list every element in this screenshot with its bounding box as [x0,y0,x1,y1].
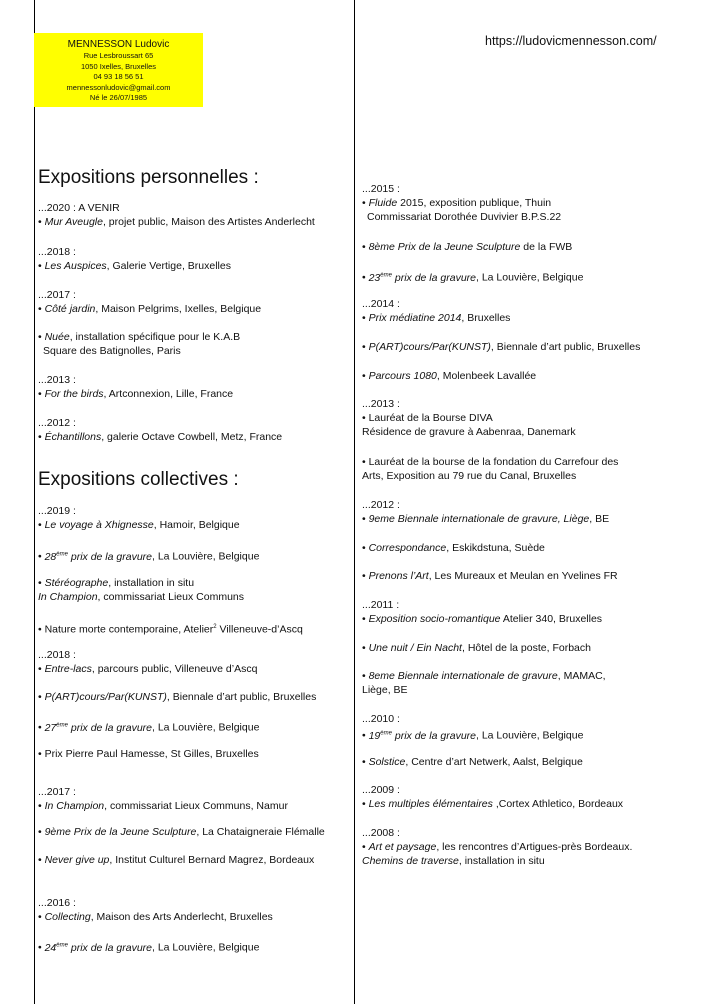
year-label: ...2013 : [38,374,76,386]
entry-group-c2017b [38,825,325,839]
entry-group-r2011c [362,669,606,697]
list-item-continued: Résidence de gravure à Aabenraa, Danemark [362,426,576,438]
left-margin-line [34,0,35,1004]
list-item: • 23ème prix de la gravure, La Louvière, Belgique [362,271,584,284]
list-item: • 8eme Biennale internationale de gravure, MAMAC, [362,670,606,682]
year-label: ...2011 : [362,599,400,611]
entry-group-c2018c [38,718,259,735]
entry-group-r2012c [362,569,618,583]
list-item: • 9ème Prix de la Jeune Sculpture, La Chataigneraie Flémalle [38,826,325,838]
contact-birthdate: Né le 26/07/1985 [89,93,148,102]
year-label: ...2015 : [362,183,400,195]
entry-group-r2015b [362,240,572,254]
list-item: • P(ART)cours/Par(KUNST), Biennale d’art public, Bruxelles [38,691,317,703]
list-item: • Parcours 1080, Molenbeek Lavallée [362,370,537,382]
list-item: • Les Auspices, Galerie Vertige, Bruxelles [38,260,231,272]
list-item: • Art et paysage, les rencontres d’Artigues-près Bordeaux. [362,841,633,853]
list-item: • Prenons l’Art, Les Mureaux et Meulan en Yvelines FR [362,570,618,582]
year-label: ...2017 : [38,786,76,798]
list-item: • In Champion, commissariat Lieux Communs, Namur [38,800,288,812]
entry-group-r2014c [362,369,536,383]
heading-personal-exhibitions: Expositions personnelles : [38,167,259,188]
list-item: • 9eme Biennale internationale de gravure, Liège, BE [362,513,610,525]
entry-group-2013 [38,373,233,401]
year-label: ...2012 : [38,417,76,429]
entry-group-r2013 [362,397,576,439]
contact-email[interactable]: mennessonludovic@gmail.com [66,82,171,92]
list-item: • Le voyage à Xhignesse, Hamoir, Belgique [38,519,240,531]
entry-group-c2016 [38,896,273,924]
year-label: ...2018 : [38,246,76,258]
list-item-continued: Commissariat Dorothée Duvivier B.P.S.22 [367,211,562,223]
entry-group-c2017c [38,853,314,867]
entry-group-r2010 [362,712,583,743]
entry-group-c2018b [38,690,316,704]
year-label: ...2019 : [38,505,76,517]
entry-group-r2011 [362,598,602,626]
list-item: • Stéréographe, installation in situ [38,577,195,589]
list-item: • Mur Aveugle, projet public, Maison des Artistes Anderlecht [38,216,315,228]
list-item: • Prix Pierre Paul Hamesse, St Gilles, Bruxelles [38,748,259,760]
entry-group-r2015 [362,182,561,224]
year-label: ...2017 : [38,289,76,301]
list-item: • Correspondance, Eskikdstuna, Suède [362,542,545,554]
entry-group-2017 [38,288,261,316]
list-item: • Exposition socio-romantique Atelier 340, Bruxelles [362,613,603,625]
list-item: • Les multiples élémentaires ,Cortex Athletico, Bordeaux [362,798,624,810]
list-item-continued: Chemins de traverse, installation in situ [362,855,545,867]
contact-phone: 04 93 18 56 51 [93,72,144,81]
list-item: • Lauréat de la bourse de la fondation du Carrefour des [362,456,619,468]
entry-group-r2015c [362,268,583,285]
entry-group-r2012b [362,541,545,555]
website-link[interactable]: https://ludovicmennesson.com/ [485,34,657,48]
year-label: ...2012 : [362,499,400,511]
list-item-continued: In Champion, commissariat Lieux Communs [38,591,245,603]
list-item: • Never give up, Institut Culturel Bernard Magrez, Bordeaux [38,854,315,866]
entry-group-2017b [38,330,240,358]
list-item-continued: Liège, BE [362,684,408,696]
entry-group-r2010b [362,755,583,769]
list-item-continued: Square des Batignolles, Paris [43,345,181,357]
entry-group-2020 [38,201,315,229]
entry-group-2018 [38,245,231,273]
entry-group-2012 [38,416,282,444]
list-item: • For the birds, Artconnexion, Lille, France [38,388,234,400]
list-item: • 27ème prix de la gravure, La Louvière, Belgique [38,721,260,734]
list-item: • Fluide 2015, exposition publique, Thuin [362,197,552,209]
entry-group-r2011b [362,641,591,655]
entry-group-c2019d [38,620,303,637]
contact-name: MENNESSON Ludovic [67,39,170,50]
list-item: • Solstice, Centre d’art Netwerk, Aalst, Belgique [362,756,583,768]
year-label: ...2009 : [362,784,400,796]
list-item: • Entre-lacs, parcours public, Villeneuve d’Ascq [38,663,258,675]
entry-group-c2017 [38,785,288,813]
entry-group-r2009 [362,783,623,811]
list-item: • P(ART)cours/Par(KUNST), Biennale d’art public, Bruxelles [362,341,641,353]
list-item: • Échantillons, galerie Octave Cowbell, Metz, France [38,431,283,443]
year-label: ...2020 : A VENIR [38,202,120,214]
list-item: • 8ème Prix de la Jeune Sculpture de la FWB [362,241,573,253]
list-item: • Collecting, Maison des Arts Anderlecht, Bruxelles [38,911,273,923]
contact-box [34,33,203,107]
heading-collective-exhibitions: Expositions collectives : [38,469,239,490]
year-label: ...2013 : [362,398,400,410]
entry-group-c2018 [38,648,257,676]
list-item: • 28ème prix de la gravure, La Louvière, Belgique [38,550,260,563]
year-label: ...2008 : [362,827,400,839]
entry-group-c2016b [38,938,259,955]
entry-group-r2014 [362,297,510,325]
list-item: • Nature morte contemporaine, Atelier$^2$ Villeneuve-d’Ascq [38,623,303,636]
list-item: • Une nuit / Ein Nacht, Hôtel de la poste, Forbach [362,642,591,654]
year-label: ...2016 : [38,897,76,909]
entry-group-c2019 [38,504,240,532]
entry-group-c2019c [38,576,244,604]
list-item: • 24ème prix de la gravure, La Louvière, Belgique [38,941,260,954]
list-item: • Prix médiatine 2014, Bruxelles [362,312,511,324]
year-label: ...2010 : [362,713,400,725]
list-item: • Côté jardin, Maison Pelgrims, Ixelles, Belgique [38,303,262,315]
list-item: • Nuée, installation spécifique pour le K.A.B [38,331,241,343]
entry-group-r2008 [362,826,632,868]
contact-city: 1050 Ixelles, Bruxelles [80,61,157,71]
entry-group-r2012 [362,498,609,526]
column-divider-line [354,0,355,1004]
entry-group-r2014b [362,340,640,354]
entry-group-c2019b [38,547,259,564]
entry-group-r2013b [362,455,618,483]
list-item-continued: Arts, Exposition au 79 rue du Canal, Bruxelles [362,470,577,482]
year-label: ...2018 : [38,649,76,661]
year-label: ...2014 : [362,298,400,310]
contact-street: Rue Lesbroussart 65 [83,51,154,60]
list-item: • Lauréat de la Bourse DIVA [362,412,493,424]
list-item: • 19ème prix de la gravure, La Louvière, Belgique [362,729,584,742]
entry-group-c2018d [38,747,259,761]
